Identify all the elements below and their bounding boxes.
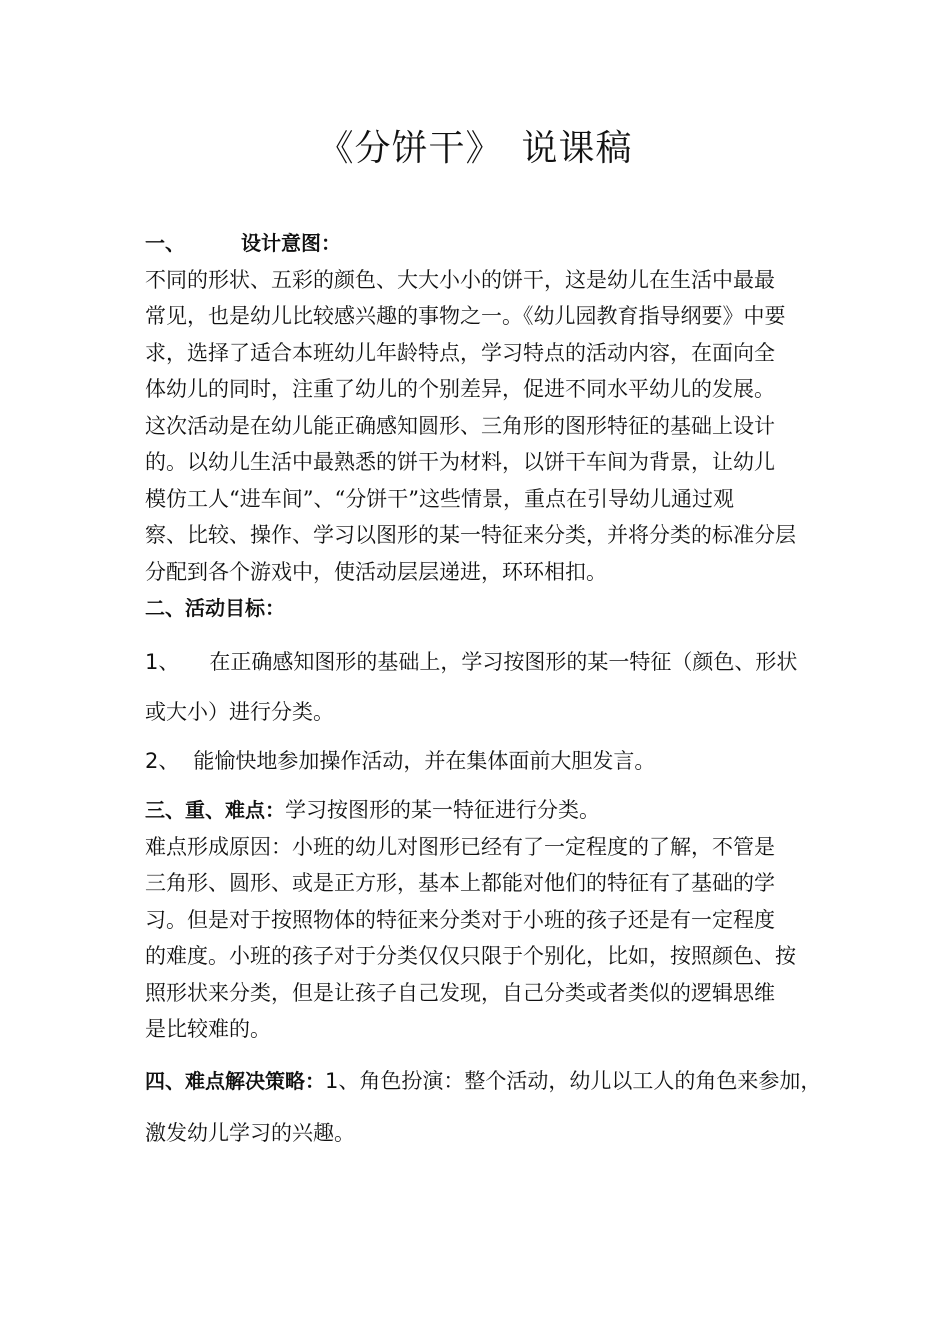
section-heading: 二、活动目标： <box>145 596 285 620</box>
section-heading: 三、重、难点： <box>145 798 285 822</box>
section-heading <box>145 225 820 262</box>
goal-item-1 <box>145 644 820 681</box>
goal-text: 或大小）进行分类。 <box>145 700 334 724</box>
section-number: 一、 <box>145 231 185 255</box>
paragraph-line: 察、比较、操作、学习以图形的某一特征来分类，并将分类的标准分层 <box>145 523 796 547</box>
goal-item-1-continued <box>145 694 820 731</box>
paragraph-line: 是比较难的。 <box>145 1017 271 1041</box>
goal-text: 在正确感知图形的基础上，学习按图形的某一特征（颜色、形状 <box>209 650 798 674</box>
paragraph-line: 三角形、圆形、或是正方形，基本上都能对他们的特征有了基础的学 <box>145 871 775 895</box>
goal-text: 能愉快地参加操作活动，并在集体面前大胆发言。 <box>193 749 656 773</box>
section-text: 学习按图形的某一特征进行分类。 <box>285 798 600 822</box>
section-heading-text: 设计意图： <box>241 231 341 255</box>
goal-number: 1、 <box>145 650 180 674</box>
paragraph-line: 求，选择了适合本班幼儿年龄特点，学习特点的活动内容，在面向全 <box>145 340 775 365</box>
paragraph-line: 这次活动是在幼儿能正确感知圆形、三角形的图形特征的基础上设计 <box>145 413 775 438</box>
strategy-text: 、角色扮演：整个活动，幼儿以工人的角色来参加， <box>338 1069 822 1093</box>
paragraph-line: 的。以幼儿生活中最熟悉的饼干为材料，以饼干车间为背景，让幼儿 <box>145 450 775 474</box>
page-title: 《分饼干》 说课稿 <box>317 128 633 169</box>
section-heading: 四、难点解决策略： <box>145 1069 325 1093</box>
paragraph-line: 的难度。小班的孩子对于分类仅仅只限于个别化，比如，按照颜色、按 <box>145 944 796 968</box>
paragraph-line: 分配到各个游戏中，使活动层层递进，环环相扣。 <box>145 559 607 584</box>
paragraph-line: 习。但是对于按照物体的特征来分类对于小班的孩子还是有一定程度 <box>145 907 775 932</box>
paragraph-line: 体幼儿的同时，注重了幼儿的个别差异，促进不同水平幼儿的发展。 <box>145 377 775 401</box>
section-strategies <box>145 1063 820 1100</box>
goal-item-2 <box>145 743 820 780</box>
strategy-number: 1 <box>325 1069 339 1093</box>
paragraph-line: 常见，也是幼儿比较感兴趣的事物之一。《幼儿园教育指导纲要》中要 <box>145 304 786 328</box>
paragraph-line: 模仿工人“进车间”、“分饼干”这些情景，重点在引导幼儿通过观 <box>145 486 734 511</box>
paragraph-line: 难点形成原因：小班的幼儿对图形已经有了一定程度的了解，不管是 <box>145 834 775 859</box>
paragraph-line: 照形状来分类，但是让孩子自己发现，自己分类或者类似的逻辑思维 <box>145 980 775 1005</box>
paragraph-line: 激发幼儿学习的兴趣。 <box>145 1121 355 1145</box>
section-design-intent <box>145 225 820 627</box>
section-key-difficulties <box>145 792 820 1048</box>
paragraph-line: 不同的形状、五彩的颜色、大大小小的饼干，这是幼儿在生活中最最 <box>145 267 775 292</box>
section-strategies-continued <box>145 1115 820 1152</box>
goal-number: 2、 <box>145 749 180 773</box>
